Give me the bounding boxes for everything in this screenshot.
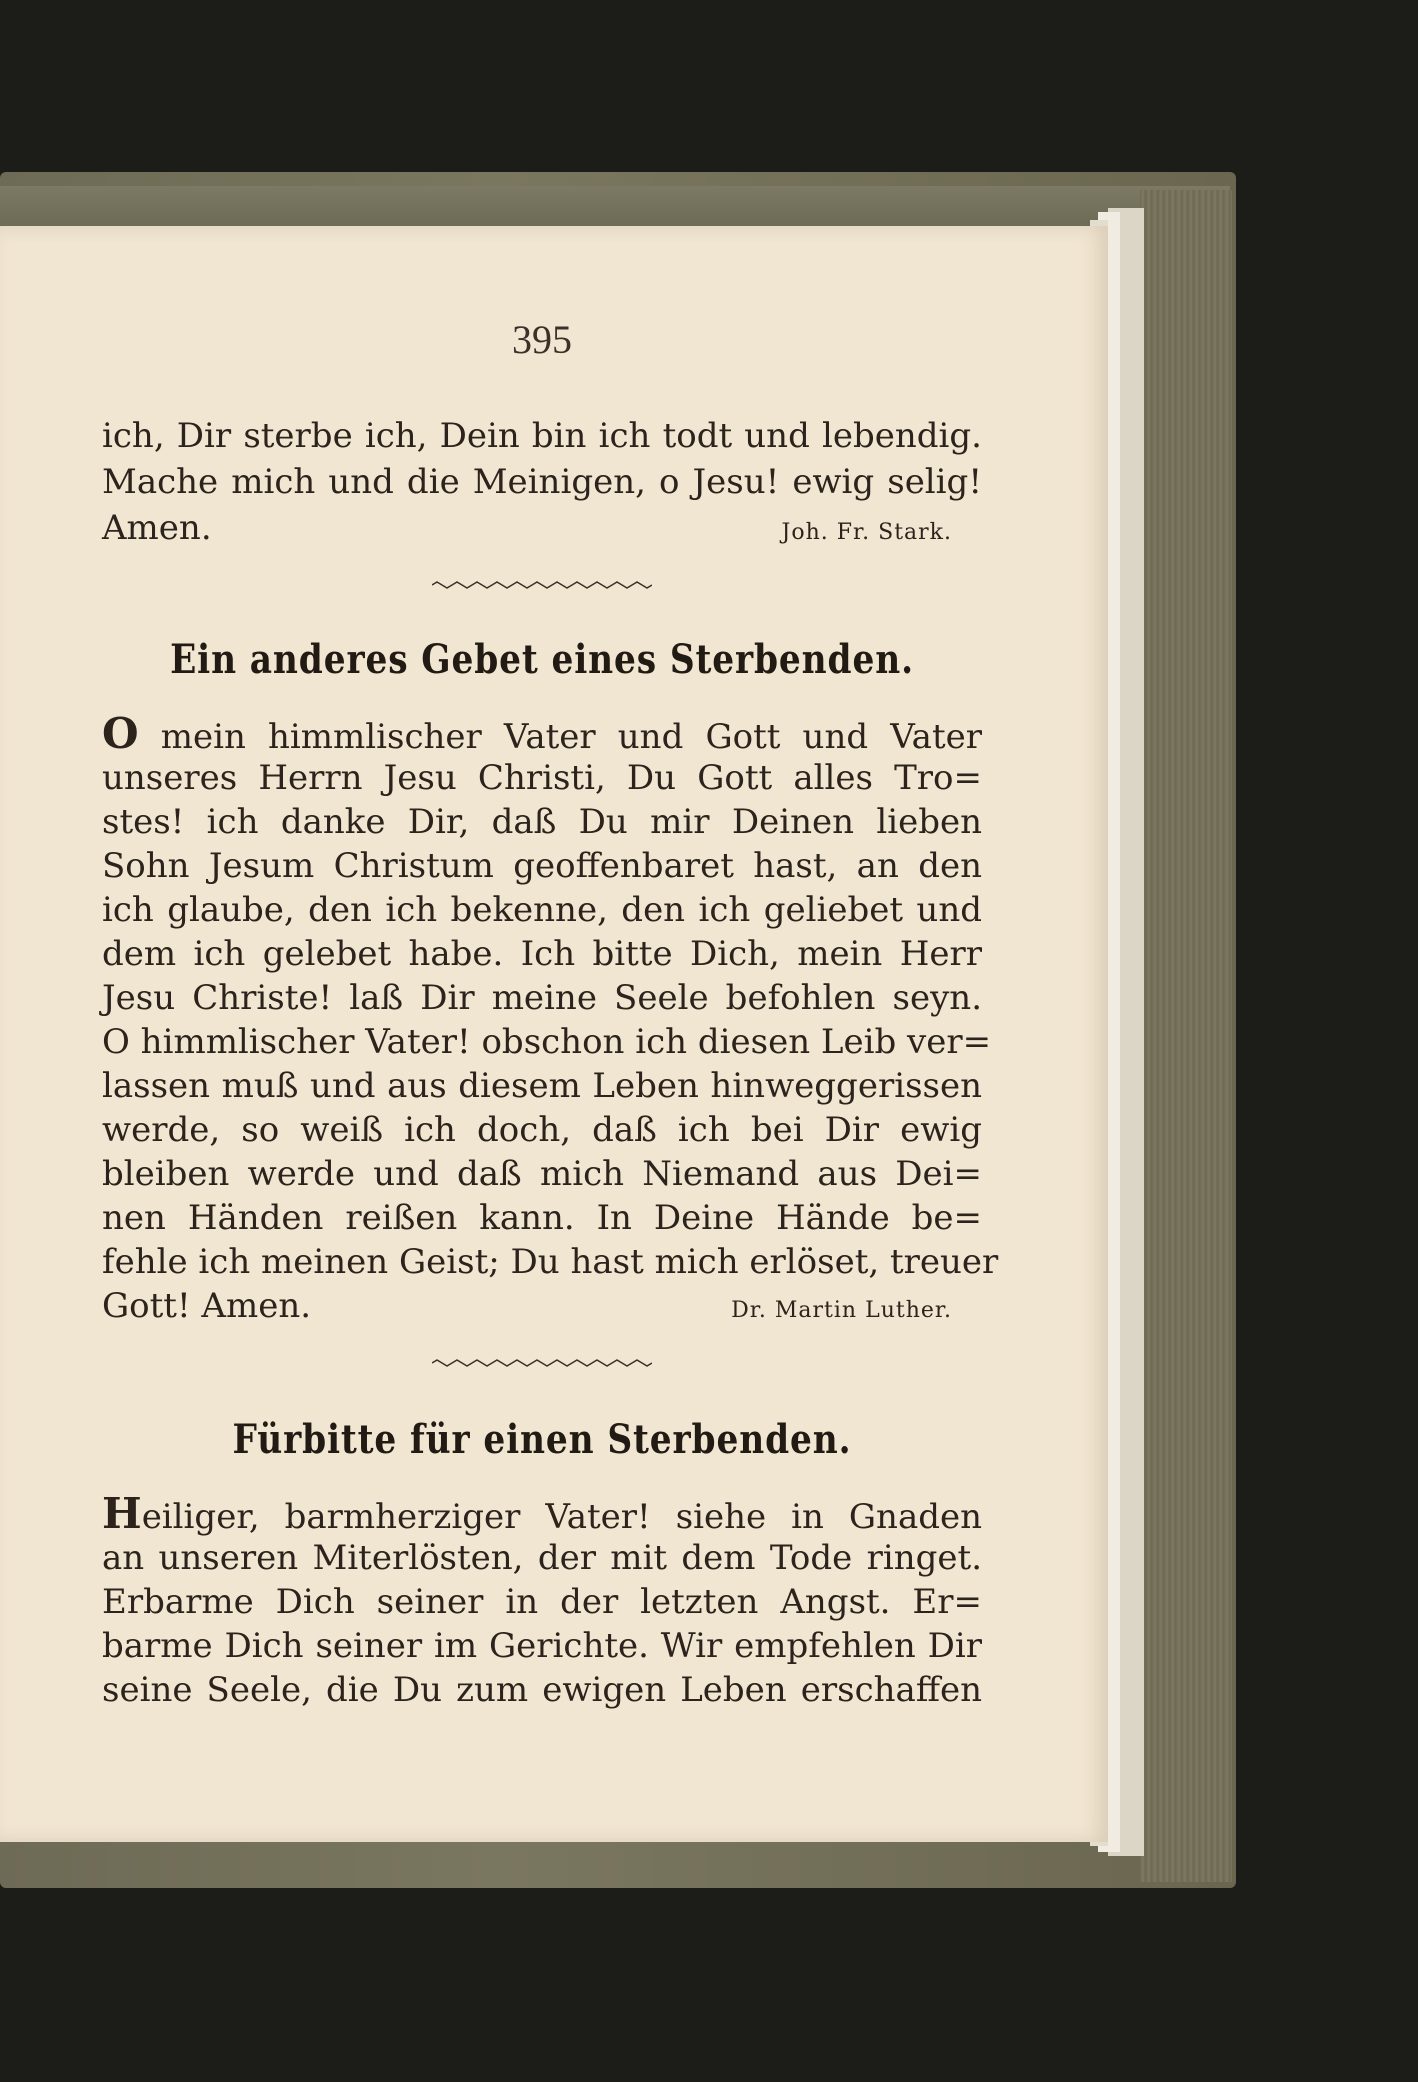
- ornamental-divider: [432, 1358, 652, 1368]
- closing-word: Amen.: [102, 508, 212, 548]
- author-signature: Joh. Fr. Stark.: [781, 520, 952, 545]
- text-line: stes! ich danke Dir, daß Du mir Deinen lieben: [102, 802, 982, 842]
- text-line: fehle ich meinen Geist; Du hast mich erlöset, treuer: [102, 1242, 999, 1282]
- text-line: ich glaube, den ich bekenne, den ich geliebet und: [102, 890, 982, 930]
- closing-word: Gott! Amen.: [102, 1286, 312, 1326]
- closing-line: [102, 508, 982, 553]
- text-line: O himmlischer Vater! obschon ich diesen Leib ver=: [102, 1022, 992, 1062]
- text-line: bleiben werde und daß mich Niemand aus Dei=: [102, 1154, 982, 1194]
- text-line: [102, 1489, 982, 1538]
- drop-cap: O: [102, 709, 139, 758]
- text-line: Erbarme Dich seiner in der letzten Angst. Er=: [102, 1582, 982, 1622]
- drop-cap: H: [102, 1489, 142, 1538]
- text-line: seine Seele, die Du zum ewigen Leben erschaffen: [102, 1670, 982, 1710]
- text-line: [102, 709, 982, 758]
- text-line-rest: eiliger, barmherziger Vater! siehe in Gnaden: [141, 1497, 982, 1537]
- text-line: nen Händen reißen kann. In Deine Hände be=: [102, 1198, 982, 1238]
- closing-line: [102, 1286, 982, 1331]
- text-line: an unseren Miterlösten, der mit dem Tode ringet.: [102, 1538, 982, 1578]
- text-line-rest: mein himmlischer Vater und Gott und Vater: [138, 717, 982, 757]
- text-line: Mache mich und die Meinigen, o Jesu! ewig selig!: [102, 462, 982, 502]
- page-number: 395: [512, 317, 572, 362]
- text-line: ich, Dir sterbe ich, Dein bin ich todt und lebendig.: [102, 416, 982, 456]
- book-page: [0, 226, 1108, 1842]
- section-heading: Ein anderes Gebet eines Sterbenden.: [170, 636, 914, 683]
- text-line: Sohn Jesum Christum geoffenbaret hast, an den: [102, 846, 982, 886]
- text-line: werde, so weiß ich doch, daß ich bei Dir ewig: [102, 1110, 982, 1150]
- text-line: unseres Herrn Jesu Christi, Du Gott alles Tro=: [102, 758, 982, 798]
- text-line: Jesu Christe! laß Dir meine Seele befohlen seyn.: [102, 978, 982, 1018]
- author-signature: Dr. Martin Luther.: [731, 1298, 952, 1323]
- text-line: lassen muß und aus diesem Leben hinweggerissen: [102, 1066, 982, 1106]
- ornamental-divider: [432, 580, 652, 590]
- book-spine: [1140, 190, 1232, 1882]
- text-line: barme Dich seiner im Gerichte. Wir empfehlen Dir: [102, 1626, 982, 1666]
- text-line: dem ich gelebet habe. Ich bitte Dich, mein Herr: [102, 934, 982, 974]
- section-heading: Fürbitte für einen Sterbenden.: [232, 1416, 852, 1463]
